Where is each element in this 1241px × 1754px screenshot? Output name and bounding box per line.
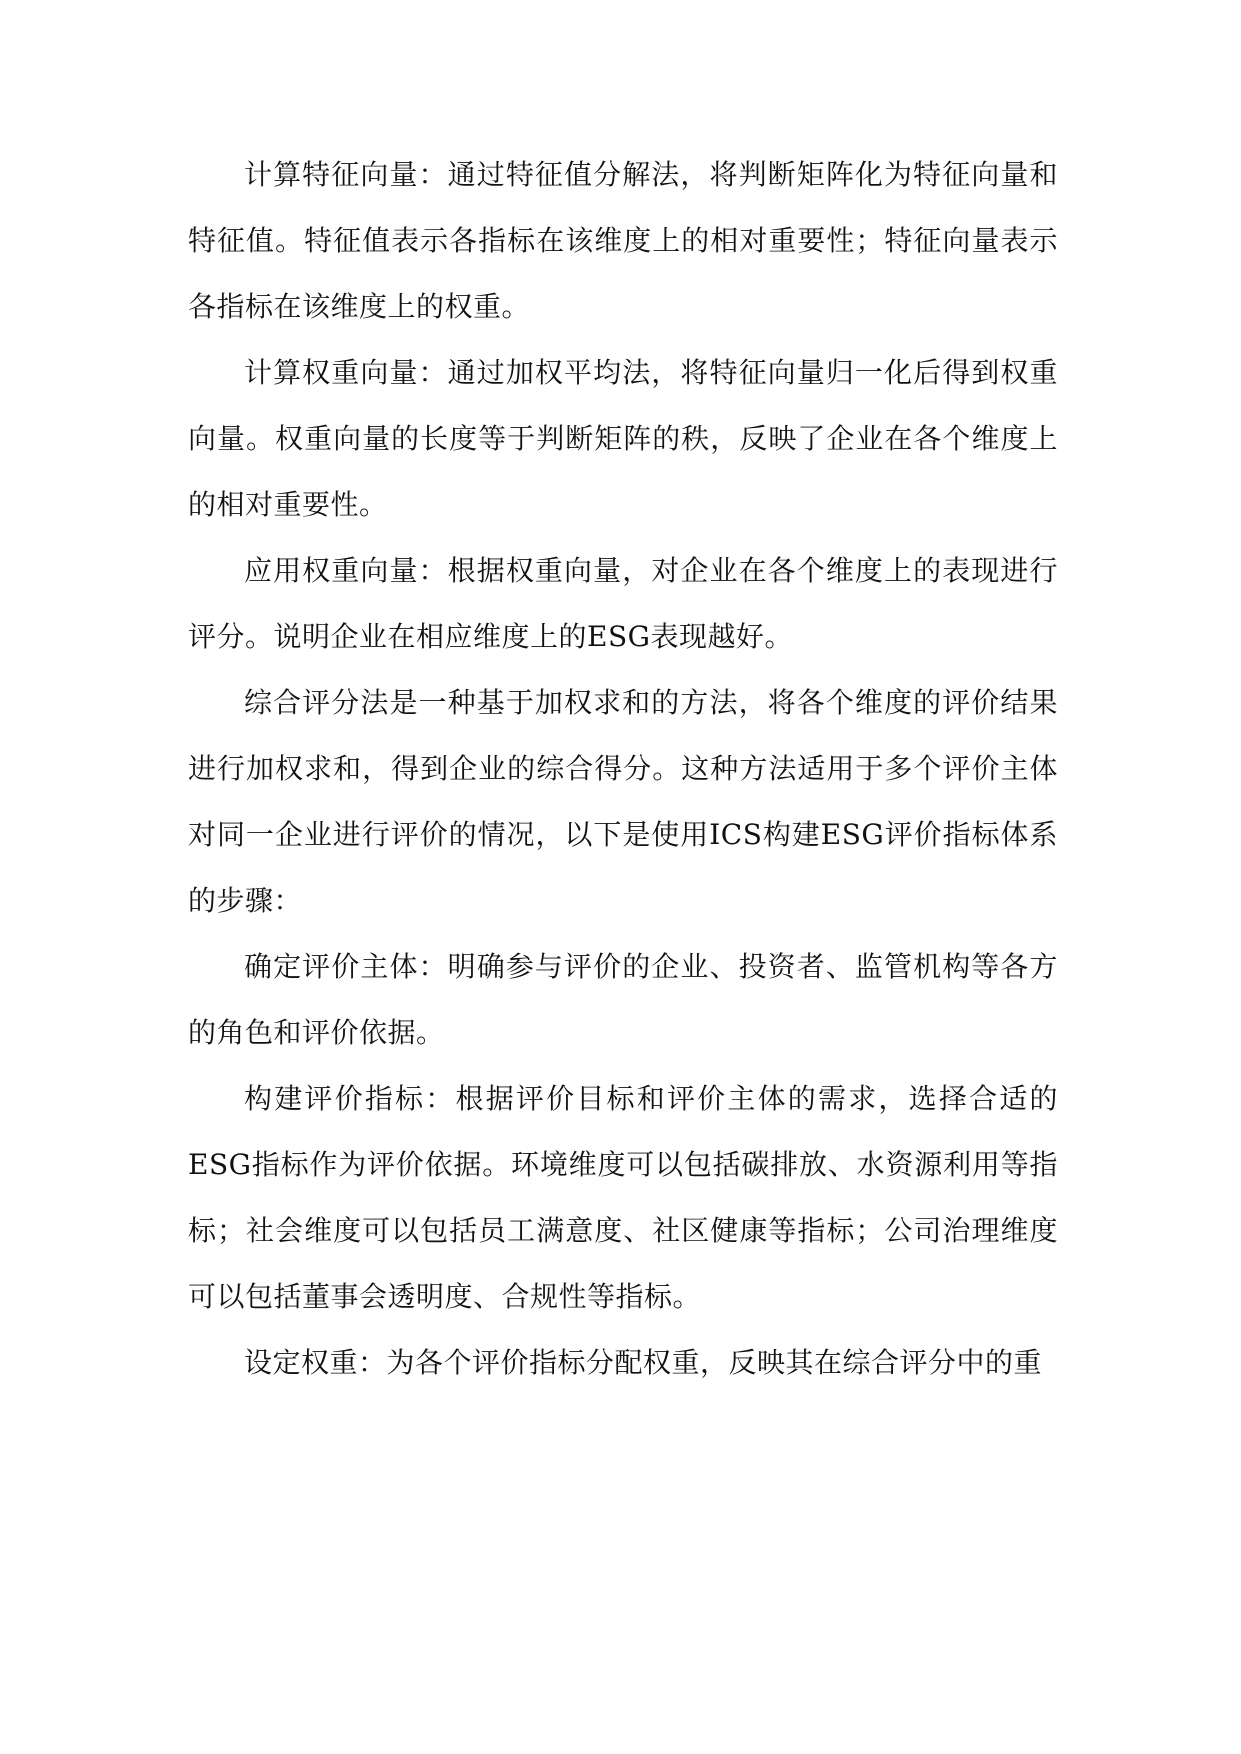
paragraph-set-weights: 设定权重：为各个评价指标分配权重，反映其在综合评分中的重 [244,1346,1043,1379]
body-text [188,142,1058,1396]
paragraph-eigenvector: 计算特征向量：通过特征值分解法，将判断矩阵化为特征向量和特征值。特征值表示各指标在该维度上的相对重要性；特征向量表示各指标在该维度上的权重。 [188,158,1058,323]
paragraph-evaluation-subject: 确定评价主体：明确参与评价的企业、投资者、监管机构等各方的角色和评价依据。 [188,950,1058,1049]
paragraph-evaluation-indicators: 构建评价指标：根据评价目标和评价主体的需求，选择合适的ESG指标作为评价依据。环境维度可以包括碳排放、水资源利用等指标；社会维度可以包括员工满意度、社区健康等指标；公司治理维度可以包括董事会透明度、合规性等指标。 [188,1082,1058,1313]
paragraph-composite-scoring: 综合评分法是一种基于加权求和的方法，将各个维度的评价结果进行加权求和，得到企业的综合得分。这种方法适用于多个评价主体对同一企业进行评价的情况，以下是使用ICS构建ESG评价指标体系的步骤： [188,686,1058,917]
paragraph-weight-vector: 计算权重向量：通过加权平均法，将特征向量归一化后得到权重向量。权重向量的长度等于判断矩阵的秩，反映了企业在各个维度上的相对重要性。 [188,356,1058,521]
paragraph-apply-weights: 应用权重向量：根据权重向量，对企业在各个维度上的表现进行评分。说明企业在相应维度上的ESG表现越好。 [188,554,1058,653]
